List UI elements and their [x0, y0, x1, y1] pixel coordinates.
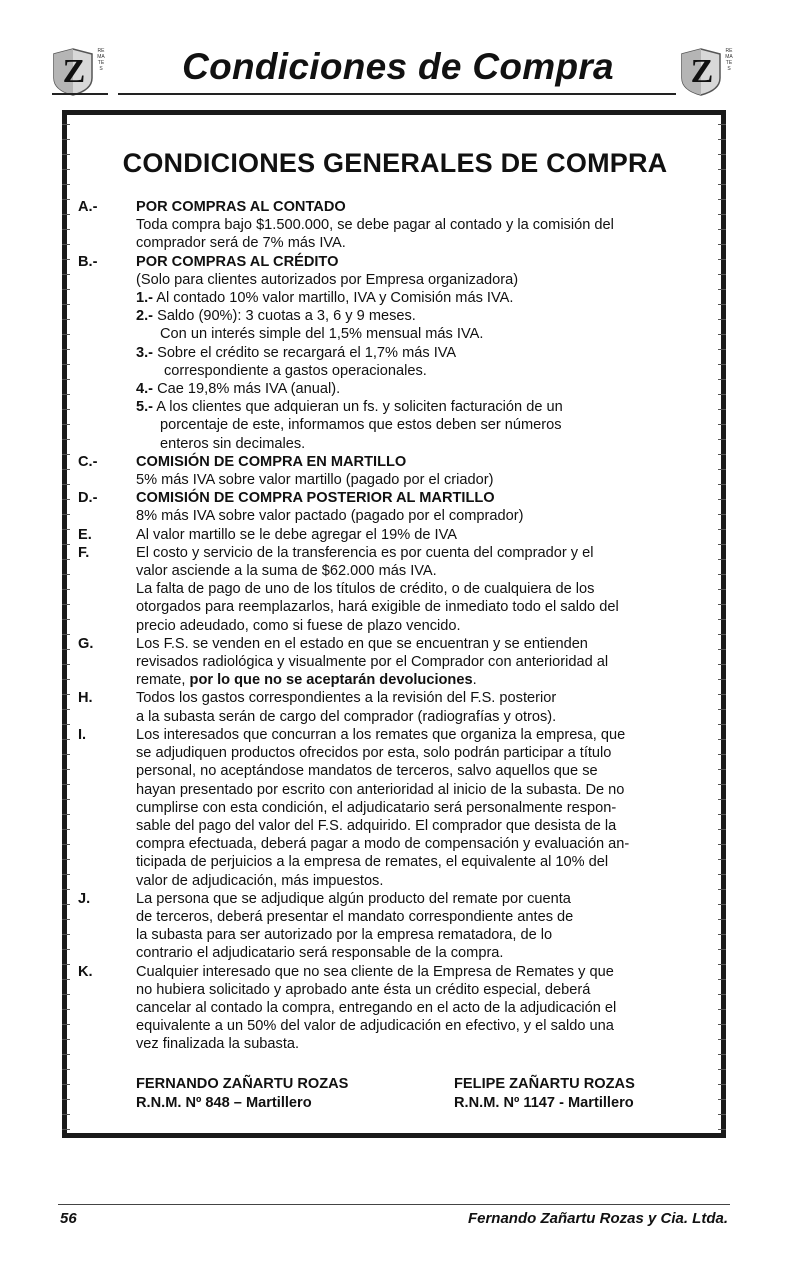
condition-line — [136, 580, 718, 598]
condition-line — [136, 471, 718, 489]
condition-heading — [136, 198, 718, 216]
line-text: contrario el adjudicatario será responsable de la compra. — [136, 945, 504, 962]
signature-role: R.N.M. Nº 848 – Martillero — [136, 1094, 312, 1111]
condition-line — [136, 380, 718, 398]
line-text: valor asciende a la suma de $62.000 más IVA. — [136, 563, 437, 580]
sub-item-number: 1.- — [136, 290, 154, 307]
condition-line — [136, 398, 718, 416]
condition-line — [136, 781, 718, 799]
line-text: sable del pago del valor del F.S. adquirido. El comprador que desista de la — [136, 817, 617, 834]
condition-line — [136, 999, 718, 1017]
condition-line — [136, 325, 718, 343]
line-text: comprador será de 7% más IVA. — [136, 235, 346, 252]
condition-letter: A.- — [78, 199, 98, 215]
condition-line — [136, 435, 718, 453]
line-text: precio adeudado, como si fuese de plazo vencido. — [136, 617, 461, 634]
logo-vertical-word: REMATES — [97, 48, 105, 72]
condition-line — [136, 726, 718, 744]
frame-border-left — [62, 110, 70, 1138]
condition-letter: J. — [78, 890, 91, 907]
line-text: Sobre el crédito se recargará el 1,7% más IVA — [153, 344, 457, 361]
sub-item-number: 4.- — [136, 381, 154, 398]
sub-item-number: 2.- — [136, 308, 154, 325]
line-text: COMISIÓN DE COMPRA POSTERIOR AL MARTILLO — [136, 490, 495, 507]
condition-line — [136, 1017, 718, 1035]
line-text: ticipada de perjuicios a la empresa de remates, el equivalente al 10% del — [136, 854, 609, 871]
condition-item — [78, 198, 718, 253]
condition-line — [136, 216, 718, 234]
condition-letter: C.- — [78, 453, 98, 470]
line-text: Cualquier interesado que no sea cliente de la Empresa de Remates y que — [136, 963, 614, 980]
line-text: de terceros, deberá presentar el mandato correspondiente antes de — [136, 908, 574, 925]
line-text: revisados radiológica y visualmente por el Comprador con anterioridad al — [136, 654, 609, 671]
condition-line — [136, 653, 718, 671]
line-text: Los F.S. se venden en el estado en que se encuentran y se entienden — [136, 635, 588, 652]
condition-line — [136, 890, 718, 908]
line-text: Al valor martillo se le debe agregar el 19% de IVA — [136, 526, 457, 543]
condition-line — [136, 362, 718, 380]
document-title: CONDICIONES GENERALES DE COMPRA — [122, 148, 668, 178]
line-text: valor de adjudicación, más impuestos. — [136, 872, 384, 889]
line-text: la subasta para ser autorizado por la empresa rematadora, de lo — [136, 927, 553, 944]
condition-body — [136, 689, 718, 725]
condition-item — [78, 890, 718, 963]
condition-letter: B.- — [78, 253, 98, 270]
line-text: cancelar al contado la compra, entregando en el acto de la adjudicación el — [136, 999, 617, 1016]
condition-body — [136, 963, 718, 1054]
page-number: 56 — [60, 1210, 77, 1227]
condition-line — [136, 762, 718, 780]
condition-body — [136, 453, 718, 489]
condition-line — [136, 635, 718, 653]
emphasis-text: por lo que no se aceptarán devoluciones — [189, 672, 473, 689]
frame-border-right — [718, 110, 726, 1138]
condition-line — [136, 544, 718, 562]
line-text: Cae 19,8% más IVA (anual). — [153, 381, 341, 398]
line-text: a la subasta serán de cargo del comprador (radiografías y otros). — [136, 708, 557, 725]
line-text: POR COMPRAS AL CRÉDITO — [136, 253, 339, 270]
condition-line — [136, 271, 718, 289]
line-text: equivalente a un 50% del valor de adjudicación en efectivo, y el saldo una — [136, 1018, 614, 1035]
condition-body — [136, 526, 718, 544]
line-text: 8% más IVA sobre valor pactado (pagado por el comprador) — [136, 508, 524, 525]
signature-right — [454, 1075, 635, 1112]
condition-body — [136, 890, 718, 963]
logo-letter: Z — [62, 53, 86, 90]
line-tail: . — [472, 672, 477, 689]
condition-line — [136, 708, 718, 726]
line-text: A los clientes que adquieran un fs. y soliciten facturación de un — [153, 399, 563, 416]
condition-letter: K. — [78, 963, 93, 980]
header-rule — [118, 93, 676, 95]
logo-left — [52, 48, 106, 98]
signature-left — [136, 1075, 348, 1112]
condition-line — [136, 872, 718, 890]
line-text: Todos los gastos correspondientes a la revisión del F.S. posterior — [136, 690, 557, 707]
condition-letter: E. — [78, 526, 92, 543]
condition-item — [78, 489, 718, 525]
line-text: Saldo (90%): 3 cuotas a 3, 6 y 9 meses. — [153, 308, 416, 325]
conditions-list — [78, 198, 718, 1054]
line-text: se adjudiquen productos ofrecidos por esta, solo podrán participar a título — [136, 745, 612, 762]
condition-letter: I. — [78, 726, 87, 743]
condition-item — [78, 689, 718, 725]
footer-company: Fernando Zañartu Rozas y Cia. Ltda. — [467, 1210, 728, 1227]
line-text: personal, no aceptándose mandatos de terceros, salvo aquellos que se — [136, 763, 598, 780]
condition-line — [136, 562, 718, 580]
condition-line — [136, 234, 718, 252]
line-text: enteros sin decimales. — [160, 435, 306, 452]
footer-rule — [58, 1204, 730, 1205]
line-text: Al contado 10% valor martillo, IVA y Comisión más IVA. — [153, 290, 514, 307]
line-text: 5% más IVA sobre valor martillo (pagado por el criador) — [136, 472, 494, 489]
condition-line — [136, 817, 718, 835]
condition-letter: D.- — [78, 490, 98, 507]
condition-item — [78, 253, 718, 453]
line-text: POR COMPRAS AL CONTADO — [136, 199, 346, 215]
condition-line — [136, 835, 718, 853]
condition-item — [78, 526, 718, 544]
line-text: Toda compra bajo $1.500.000, se debe pagar al contado y la comisión del — [136, 217, 614, 234]
condition-line — [136, 671, 718, 689]
condition-line — [136, 617, 718, 635]
condition-line — [136, 507, 718, 525]
line-text: Con un interés simple del 1,5% mensual más IVA. — [160, 326, 484, 343]
condition-line — [136, 344, 718, 362]
condition-line — [136, 307, 718, 325]
line-text: otorgados para reemplazarlos, hará exigible de inmediato todo el saldo del — [136, 599, 619, 616]
line-text: cumplirse con esta condición, el adjudicatario será personalmente respon- — [136, 799, 617, 816]
signature-name: FELIPE ZAÑARTU ROZAS — [454, 1076, 635, 1092]
line-text: COMISIÓN DE COMPRA EN MARTILLO — [136, 453, 407, 470]
condition-letter: H. — [78, 690, 93, 707]
line-text: compra efectuada, deberá pagar a modo de compensación y evaluación an- — [136, 836, 630, 853]
condition-line — [136, 416, 718, 434]
condition-line — [136, 853, 718, 871]
condition-item — [78, 963, 718, 1054]
condition-letter: G. — [78, 635, 94, 652]
condition-line — [136, 963, 718, 981]
signature-name: FERNANDO ZAÑARTU ROZAS — [136, 1076, 349, 1092]
condition-line — [136, 289, 718, 307]
condition-body — [136, 489, 718, 525]
sub-item-number: 3.- — [136, 344, 154, 361]
line-text: Los interesados que concurran a los remates que organiza la empresa, que — [136, 726, 626, 743]
line-text: remate, — [136, 672, 190, 689]
condition-item — [78, 544, 718, 635]
logo-letter: Z — [690, 53, 714, 90]
condition-item — [78, 453, 718, 489]
line-text: El costo y servicio de la transferencia es por cuenta del comprador y el — [136, 544, 594, 561]
condition-item — [78, 726, 718, 890]
condition-body — [136, 253, 718, 453]
signature-role: R.N.M. Nº 1147 - Martillero — [454, 1094, 634, 1111]
page-header-title: Condiciones de Compra — [182, 46, 614, 87]
condition-line — [136, 526, 718, 544]
condition-body — [136, 726, 718, 890]
condition-line — [136, 799, 718, 817]
condition-line — [136, 744, 718, 762]
line-text: correspondiente a gastos operacionales. — [164, 362, 427, 379]
condition-line — [136, 1035, 718, 1053]
condition-item — [78, 635, 718, 690]
condition-line — [136, 598, 718, 616]
line-text: porcentaje de este, informamos que estos deben ser números — [160, 417, 562, 434]
line-text: vez finalizada la subasta. — [136, 1036, 300, 1053]
condition-body — [136, 544, 718, 635]
condition-line — [136, 689, 718, 707]
line-text: La persona que se adjudique algún producto del remate por cuenta — [136, 890, 571, 907]
logo-right — [680, 48, 734, 98]
condition-body — [136, 198, 718, 253]
condition-line — [136, 908, 718, 926]
sub-item-number: 5.- — [136, 399, 154, 416]
logo-vertical-word: REMATES — [725, 48, 733, 72]
line-text: no hubiera solicitado y aprobado ante ésta un crédito especial, deberá — [136, 981, 591, 998]
condition-line — [136, 981, 718, 999]
condition-heading — [136, 253, 718, 271]
line-text: La falta de pago de uno de los títulos de crédito, o de cualquiera de los — [136, 581, 595, 598]
header-rule-left — [52, 93, 108, 95]
condition-letter: F. — [78, 544, 90, 561]
line-text: hayan presentado por escrito con anterioridad al inicio de la subasta. De no — [136, 781, 625, 798]
condition-line — [136, 944, 718, 962]
condition-heading — [136, 489, 718, 507]
condition-body — [136, 635, 718, 690]
condition-line — [136, 926, 718, 944]
condition-heading — [136, 453, 718, 471]
line-text: (Solo para clientes autorizados por Empresa organizadora) — [136, 271, 519, 288]
